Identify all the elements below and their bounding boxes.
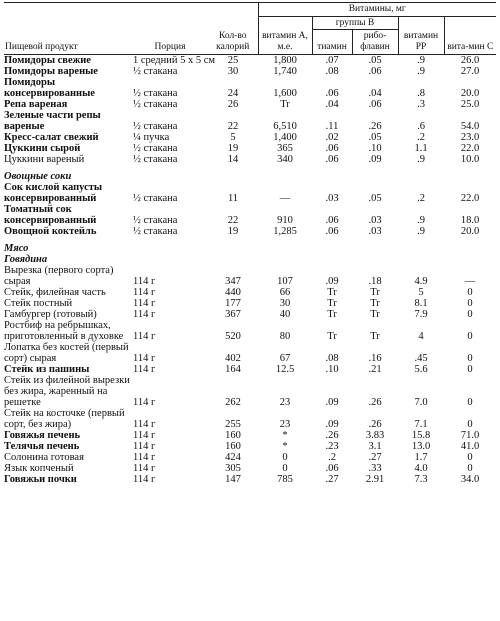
vitamin-a-cell: 107 (277, 276, 293, 287)
table-row (4, 309, 496, 320)
food-name: Лопатка без костей (первый сорт) сырая (4, 342, 129, 364)
vitamin-a-cell: 1,285 (273, 226, 297, 237)
thiamin-cell: .03 (325, 193, 339, 204)
vitamin-pp-cell: 7.0 (414, 397, 428, 408)
thiamin-cell: .06 (325, 226, 339, 237)
calories-cell: 19 (227, 226, 239, 237)
portion-cell: 114 г (133, 474, 156, 485)
section-heading-row (4, 237, 496, 254)
portion-cell: ½ стакана (133, 66, 178, 77)
thiamin-cell: .08 (325, 66, 339, 77)
vitamin-c-cell: 0 (467, 452, 473, 463)
thiamin-cell: .26 (325, 430, 339, 441)
calories-cell: 11 (227, 193, 239, 204)
riboflavin-cell: .03 (368, 226, 382, 237)
vitamin-pp-cell: 1.1 (414, 143, 428, 154)
riboflavin-cell: .26 (368, 121, 382, 132)
vitamin-pp-cell: .9 (417, 154, 425, 165)
table-row (4, 66, 496, 77)
food-name: Помидоры свежие (4, 55, 91, 66)
riboflavin-cell: Tr (370, 331, 380, 342)
calories-cell: 255 (225, 419, 241, 430)
vitamin-c-cell: 25.0 (460, 99, 480, 110)
vitamin-c-cell: 27.0 (460, 66, 480, 77)
portion-cell: 114 г (133, 353, 156, 364)
riboflavin-cell: .09 (368, 154, 382, 165)
vitamin-c-cell: 22.0 (460, 193, 480, 204)
portion-cell: 114 г (133, 298, 156, 309)
vitamin-pp-cell: 7.3 (414, 474, 428, 485)
vitamin-a-cell: 23 (279, 397, 291, 408)
calories-cell: 26 (227, 99, 239, 110)
vitamin-c-cell: 0 (467, 353, 473, 364)
portion-cell: ½ стакана (133, 121, 178, 132)
vitamin-a-cell: 0 (282, 463, 288, 474)
vitamin-c-cell: 71.0 (460, 430, 480, 441)
food-name: Гамбургер (готовый) (4, 309, 97, 320)
thiamin-cell: .04 (325, 99, 339, 110)
table-row (4, 110, 496, 132)
riboflavin-cell: .06 (368, 66, 382, 77)
thiamin-cell: Tr (327, 287, 337, 298)
riboflavin-cell: .03 (368, 215, 382, 226)
calories-cell: 5 (230, 132, 236, 143)
portion-cell: ½ стакана (133, 193, 178, 204)
vitamin-pp-cell: .9 (417, 66, 425, 77)
portion-cell: 114 г (133, 419, 156, 430)
calories-cell: 19 (227, 143, 239, 154)
calories-cell: 25 (227, 55, 239, 66)
calories-cell: 30 (227, 66, 239, 77)
riboflavin-cell: Tr (370, 298, 380, 309)
calories-cell: 305 (225, 463, 241, 474)
calories-cell: 262 (225, 397, 241, 408)
table-row (4, 430, 496, 441)
table-row (4, 463, 496, 474)
vitamin-c-cell: 0 (467, 331, 473, 342)
riboflavin-cell: .33 (368, 463, 382, 474)
vitamin-c-cell: 10.0 (460, 154, 480, 165)
vitamin-c-cell: 26.0 (460, 55, 480, 66)
thiamin-cell: .06 (325, 143, 339, 154)
thiamin-cell: .09 (325, 419, 339, 430)
food-name: Стейк из филейной вырезки без жира, жаренный на решетке (4, 375, 130, 408)
calories-cell: 22 (227, 121, 239, 132)
table-row (4, 452, 496, 463)
vitamin-pp-cell: .2 (417, 132, 425, 143)
vitamin-c-cell: 18.0 (460, 215, 480, 226)
portion-cell: 114 г (133, 463, 156, 474)
table-row (4, 99, 496, 110)
vitamin-a-cell: 80 (279, 331, 291, 342)
thiamin-cell: .07 (325, 55, 339, 66)
vitamin-a-cell: 340 (277, 154, 293, 165)
calories-cell: 14 (227, 154, 239, 165)
table-row (4, 154, 496, 165)
portion-cell: ½ стакана (133, 154, 178, 165)
thiamin-cell: .09 (325, 397, 339, 408)
food-name: Стейк, филейная часть (4, 287, 106, 298)
portion-cell: ½ стакана (133, 88, 178, 99)
vitamin-a-cell: 66 (279, 287, 291, 298)
calories-cell: 424 (225, 452, 241, 463)
vitamin-pp-cell: 8.1 (414, 298, 428, 309)
table-row (4, 204, 496, 226)
food-name: Овощной коктейль (4, 226, 97, 237)
thiamin-cell: .11 (325, 121, 339, 132)
section-heading-row (4, 165, 496, 182)
vitamin-a-cell: — (279, 193, 291, 204)
calories-cell: 367 (225, 309, 241, 320)
thiamin-cell: .06 (325, 154, 339, 165)
riboflavin-cell: .18 (368, 276, 382, 287)
vitamin-pp-cell: 13.0 (411, 441, 431, 452)
riboflavin-cell: 2.91 (365, 474, 385, 485)
vitamin-a-cell: 67 (279, 353, 291, 364)
vitamin-a-cell: 1,800 (273, 55, 297, 66)
vitamin-c-cell: 0 (467, 419, 473, 430)
vitamin-pp-cell: 5 (418, 287, 424, 298)
header-food: Пищевой продукт (4, 3, 132, 55)
vitamin-pp-cell: 1.7 (414, 452, 428, 463)
calories-cell: 520 (225, 331, 241, 342)
vitamin-pp-cell: .3 (417, 99, 425, 110)
portion-cell: 114 г (133, 287, 156, 298)
vitamin-c-cell: 22.0 (460, 143, 480, 154)
vitamin-c-cell: 23.0 (460, 132, 480, 143)
vitamin-c-cell: — (464, 276, 476, 287)
calories-cell: 164 (225, 364, 241, 375)
food-name: Язык копченый (4, 463, 74, 474)
riboflavin-cell: .21 (368, 364, 382, 375)
header-thiamin: тиамин (312, 30, 352, 55)
vitamin-a-cell: 0 (282, 452, 288, 463)
vitamin-a-cell: 1,600 (273, 88, 297, 99)
vitamin-a-cell: 6,510 (273, 121, 297, 132)
table-row (4, 474, 496, 485)
vitamin-c-cell: 0 (467, 463, 473, 474)
vitamin-a-cell: Tr (280, 99, 290, 110)
vitamin-a-cell: * (282, 441, 288, 452)
portion-cell: 114 г (133, 331, 156, 342)
food-name: Цуккини вареный (4, 154, 85, 165)
vitamin-pp-cell: .45 (414, 353, 428, 364)
vitamin-pp-cell: 7.1 (414, 419, 428, 430)
portion-cell: 114 г (133, 397, 156, 408)
table-row (4, 143, 496, 154)
header-vitamin-a: витамин А, м.е. (258, 16, 312, 55)
vitamin-a-cell: 910 (277, 215, 293, 226)
thiamin-cell: Tr (327, 298, 337, 309)
header-portion: Порция (132, 3, 208, 55)
portion-cell: 114 г (133, 276, 156, 287)
portion-cell: ½ стакана (133, 215, 178, 226)
riboflavin-cell: Tr (370, 309, 380, 320)
calories-cell: 22 (227, 215, 239, 226)
thiamin-cell: .02 (325, 132, 339, 143)
vitamin-pp-cell: .6 (417, 121, 425, 132)
riboflavin-cell: .26 (368, 397, 382, 408)
riboflavin-cell: .10 (368, 143, 382, 154)
table-row (4, 77, 496, 99)
vitamin-a-cell: 1,740 (273, 66, 297, 77)
vitamin-a-cell: 23 (279, 419, 291, 430)
table-row (4, 298, 496, 309)
portion-cell: 1 средний 5 x 5 см (133, 55, 216, 66)
food-name: Говяжья печень (4, 430, 81, 441)
section-subheading-row (4, 254, 496, 265)
table-row (4, 287, 496, 298)
vitamin-c-cell: 34.0 (460, 474, 480, 485)
vitamin-c-cell: 0 (467, 287, 473, 298)
vitamin-pp-cell: .8 (417, 88, 425, 99)
section-subtitle: Говядина (4, 254, 48, 265)
riboflavin-cell: 3.1 (368, 441, 382, 452)
thiamin-cell: .06 (325, 215, 339, 226)
portion-cell: ½ стакана (133, 99, 178, 110)
food-name: Стейк постный (4, 298, 73, 309)
table-row (4, 441, 496, 452)
vitamin-pp-cell: .9 (417, 55, 425, 66)
food-name: Цуккини сырой (4, 143, 81, 154)
vitamin-pp-cell: 5.6 (414, 364, 428, 375)
section-title: Мясо (4, 243, 29, 254)
vitamin-a-cell: * (282, 430, 288, 441)
table-row (4, 342, 496, 364)
riboflavin-cell: .26 (368, 419, 382, 430)
vitamin-pp-cell: 4 (418, 331, 424, 342)
riboflavin-cell: .27 (368, 452, 382, 463)
vitamin-c-cell: 20.0 (460, 88, 480, 99)
riboflavin-cell: Tr (370, 287, 380, 298)
table-row (4, 55, 496, 67)
food-name: Вырезка (первого сорта) сырая (4, 265, 114, 287)
thiamin-cell: .08 (325, 353, 339, 364)
vitamin-a-cell: 365 (277, 143, 293, 154)
vitamin-pp-cell: 7.9 (414, 309, 428, 320)
riboflavin-cell: .06 (368, 99, 382, 110)
portion-cell: 114 г (133, 452, 156, 463)
thiamin-cell: .10 (325, 364, 339, 375)
vitamin-c-cell: 0 (467, 364, 473, 375)
vitamin-pp-cell: .2 (417, 193, 425, 204)
header-vitamin-pp: витамин PP (398, 16, 444, 55)
table-row (4, 132, 496, 143)
calories-cell: 347 (225, 276, 241, 287)
header-vitamin-c: вита-мин С (444, 16, 496, 55)
calories-cell: 160 (225, 441, 241, 452)
table-row (4, 265, 496, 287)
vitamin-pp-cell: .9 (417, 226, 425, 237)
thiamin-cell: Tr (327, 331, 337, 342)
riboflavin-cell: .05 (368, 193, 382, 204)
portion-cell: 114 г (133, 309, 156, 320)
table-body (4, 55, 496, 486)
vitamin-a-cell: 785 (277, 474, 293, 485)
thiamin-cell: .09 (325, 276, 339, 287)
riboflavin-cell: 3.83 (365, 430, 385, 441)
vitamin-c-cell: 0 (467, 309, 473, 320)
header-vitamins-group: Витамины, мг (258, 3, 496, 17)
thiamin-cell: .27 (325, 474, 339, 485)
calories-cell: 147 (225, 474, 241, 485)
vitamin-a-cell: 12.5 (275, 364, 295, 375)
food-name: Сок кислой капусты консервированный (4, 182, 103, 204)
portion-cell: ½ стакана (133, 226, 178, 237)
food-name: Стейк на косточке (первый сорт, без жира) (4, 408, 125, 430)
riboflavin-cell: .05 (368, 132, 382, 143)
thiamin-cell: .23 (325, 441, 339, 452)
header-calories: Кол-во калорий (208, 3, 258, 55)
header-riboflavin: рибо-флавин (352, 30, 398, 55)
riboflavin-cell: .05 (368, 55, 382, 66)
vitamin-c-cell: 20.0 (460, 226, 480, 237)
riboflavin-cell: .16 (368, 353, 382, 364)
portion-cell: 114 г (133, 364, 156, 375)
table-header (4, 3, 496, 55)
table-row (4, 320, 496, 342)
table-row (4, 182, 496, 204)
thiamin-cell: .2 (328, 452, 336, 463)
vitamin-a-cell: 1,400 (273, 132, 297, 143)
calories-cell: 24 (227, 88, 239, 99)
portion-cell: ¼ пучка (133, 132, 170, 143)
table-row (4, 226, 496, 237)
vitamin-a-cell: 30 (279, 298, 291, 309)
thiamin-cell: .06 (325, 88, 339, 99)
vitamin-pp-cell: 4.9 (414, 276, 428, 287)
portion-cell: ½ стакана (133, 143, 178, 154)
vitamin-c-cell: 0 (467, 397, 473, 408)
food-name: Говяжьи почки (4, 474, 77, 485)
food-name: Помидоры вареные (4, 66, 98, 77)
calories-cell: 160 (225, 430, 241, 441)
table-row (4, 408, 496, 430)
food-name: Томатный сок консервированный (4, 204, 97, 226)
food-name: Телячья печень (4, 441, 80, 452)
food-name: Солонина готовая (4, 452, 84, 463)
portion-cell: 114 г (133, 430, 156, 441)
vitamin-c-cell: 54.0 (460, 121, 480, 132)
calories-cell: 177 (225, 298, 241, 309)
food-name: Кресс-салат свежий (4, 132, 99, 143)
table-row (4, 364, 496, 375)
vitamin-a-cell: 40 (279, 309, 291, 320)
vitamin-pp-cell: 4.0 (414, 463, 428, 474)
vitamin-pp-cell: .9 (417, 215, 425, 226)
calories-cell: 402 (225, 353, 241, 364)
header-group-b: группы В (312, 16, 398, 30)
vitamin-pp-cell: 15.8 (411, 430, 431, 441)
table-row (4, 375, 496, 408)
riboflavin-cell: .04 (368, 88, 382, 99)
food-name: Помидоры консервированные (4, 77, 95, 99)
thiamin-cell: Tr (327, 309, 337, 320)
food-name: Репа вареная (4, 99, 68, 110)
thiamin-cell: .06 (325, 463, 339, 474)
portion-cell: 114 г (133, 441, 156, 452)
calories-cell: 440 (225, 287, 241, 298)
nutrition-table (4, 2, 496, 485)
food-name: Стейк из пашины (4, 364, 90, 375)
food-name: Ростбиф на ребрышках, приготовленный в духовке (4, 320, 124, 342)
food-name: Зеленые части репы вареные (4, 110, 101, 132)
vitamin-c-cell: 0 (467, 298, 473, 309)
vitamin-c-cell: 41.0 (460, 441, 480, 452)
section-title: Овощные соки (4, 171, 72, 182)
